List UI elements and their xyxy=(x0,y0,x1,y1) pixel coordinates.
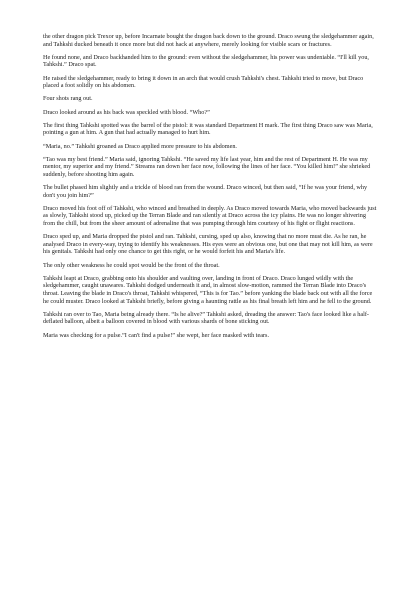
paragraph: He raised the sledgehammer, ready to bring it down in an arch that would crush Tahkshi's chest. Tahkshi tried to move, but Draco placed a foot solidly on his abdomen. xyxy=(43,74,364,90)
paragraph: He found none, and Draco backhanded him to the ground: even without the sledgehammer, his power was undeniable. “I'll kill you, Tahkshi.” Draco spat. xyxy=(43,53,369,69)
paragraph: The only other weakness he could spot would be the front of the throat. xyxy=(43,261,220,269)
paragraph: Tahkshi leapt at Draco, grabbing onto his shoulder and vaulting over, landing in front of Draco. Draco lunged wildly with the sledgehammer, caught unawares. Tahkshi dodged underneath it and, in almost slow-motion, rammed the Terran Blade into Draco's throat. Leaving the blade in Draco's throat, Tahkshi whispered, “This is for Tao.” before yanking the blade back out with all the force he could muster. Draco looked at Tahkshi briefly, before giving a haunting rattle as his final breath left him and he fell to the ground. xyxy=(43,274,373,305)
paragraph: The first thing Tahkshi spotted was the barrel of the pistol: it was standard Department H mark. The first thing Draco saw was Maria, pointing a gun at him. A gun that had actually managed to hurt him. xyxy=(43,121,373,137)
paragraph: “Maria, no.” Tahkshi groaned as Draco applied more pressure to his abdomen. xyxy=(43,142,237,150)
paragraph: Tahkshi ran over to Tao, Maria being already there. “Is he alive?” Tahkshi asked, dreading the answer: Tao's face looked like a half-deflated balloon, albeit a balloon covered in blood with various shards of bone sticking out. xyxy=(43,310,369,326)
paragraph: Maria was checking for a pulse.”I can't find a pulse!” she wept, her face masked with tears. xyxy=(43,331,270,339)
paragraph: “Tao was my best friend.” Maria said, ignoring Tahkshi. “He saved my life last year, him and the rest of Department H. He was my mentor, my superior and my friend.” Streams ran down her face now, following the lines of her face. “You killed him!” she shrieked suddenly, before shooting him again. xyxy=(43,155,371,178)
paragraph: Draco moved his foot off of Tahkshi, who winced and breathed in deeply. As Draco moved towards Maria, who moved backwards just as slowly, Tahkshi stood up, picked up the Terran Blade and ran silently at Draco across the icy plains. He was no longer shivering from the chill, but from the sheer amount of adrenaline that was pumping through him courtesy of his fight or flight reactions. xyxy=(43,204,377,228)
paragraph: the other dragon pick Trexor up, before Incarnate bought the dragon back down to the ground. Draco swung the sledgehammer again, and Tahkshi ducked beneath it once more but did not hack at anywhere, merely looking for visible scars or fractures. xyxy=(43,33,374,48)
paragraph: Draco looked around as his back was speckled with blood. “Who?” xyxy=(43,108,210,116)
paragraph: Four shots rang out. xyxy=(43,95,93,103)
paragraph: Draco sped up, and Maria dropped the pistol and ran. Tahkshi, cursing, sped up also, knowing that no more must die. As he ran, he analysed Draco in every-way, trying to identify his weaknesses. His eyes were an obvious one, but one that may not kill him, as were his genitals. Tahkshi had only one chance to get this right, or he would forfeit his and Maria's life. xyxy=(43,233,373,256)
paragraph: The bullet phased him slightly and a trickle of blood ran from the wound. Draco winced, but then said, “If he was your friend, why don't you join him?” xyxy=(43,184,368,199)
